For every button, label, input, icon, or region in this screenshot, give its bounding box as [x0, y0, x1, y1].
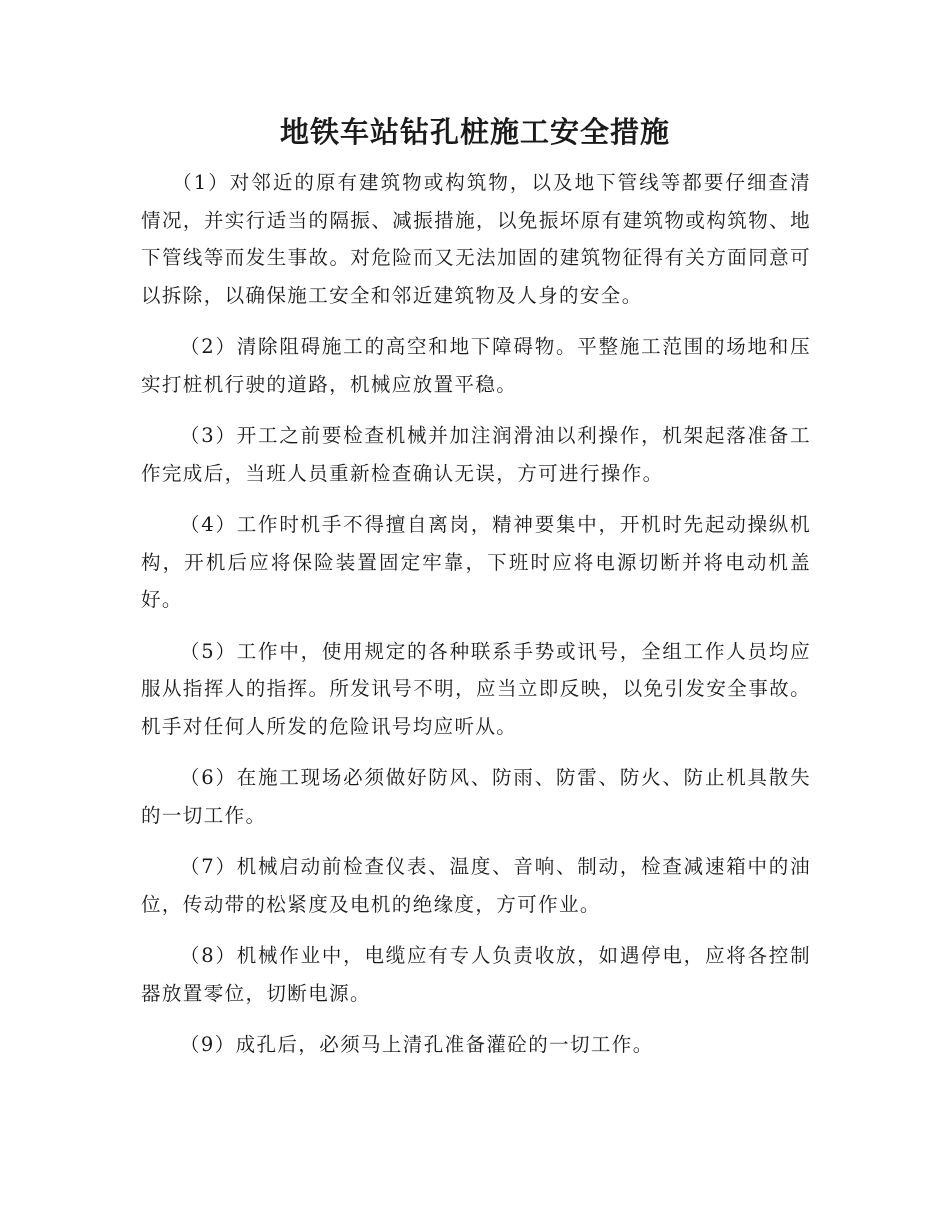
paragraph-6: （6）在施工现场必须做好防风、防雨、防雷、防火、防止机具散失的一切工作。 — [141, 766, 811, 827]
paragraph-2: （2）清除阻碍施工的高空和地下障碍物。平整施工范围的场地和压实打桩机行驶的道路，机械应放置平稳。 — [141, 335, 811, 396]
paragraph-7: （7）机械启动前检查仪表、温度、音响、制动，检查减速箱中的油位，传动带的松紧度及电机的绝缘度，方可作业。 — [141, 855, 811, 916]
paragraph-4: （4）工作时机手不得擅自离岗，精神要集中，开机时先起动操纵机构，开机后应将保险装置固定牢靠，下班时应将电源切断并将电动机盖好。 — [141, 513, 811, 611]
paragraph-1: （1）对邻近的原有建筑物或构筑物，以及地下管线等都要仔细查清情况，并实行适当的隔振、减振措施，以免振坏原有建筑物或构筑物、地下管线等而发生事故。对危险而又无法加固的建筑物征得有关方面同意可以拆除，以确保施工安全和邻近建筑物及人身的安全。 — [141, 171, 811, 307]
document-title: 地铁车站钻孔桩施工安全措施 — [279, 115, 670, 149]
paragraph-8: （8）机械作业中，电缆应有专人负责收放，如遇停电，应将各控制器放置零位，切断电源。 — [141, 944, 811, 1005]
paragraph-5: （5）工作中，使用规定的各种联系手势或讯号，全组工作人员均应服从指挥人的指挥。所发讯号不明，应当立即反映，以免引发安全事故。机手对任何人所发的危险讯号均应听从。 — [141, 639, 811, 738]
paragraph-9: （9）成孔后，必须马上清孔准备灌砼的一切工作。 — [180, 1033, 654, 1056]
document-body — [141, 164, 811, 1078]
paragraph-3: （3）开工之前要检查机械并加注润滑油以利操作，机架起落准备工作完成后，当班人员重新检查确认无误，方可进行操作。 — [141, 424, 811, 485]
